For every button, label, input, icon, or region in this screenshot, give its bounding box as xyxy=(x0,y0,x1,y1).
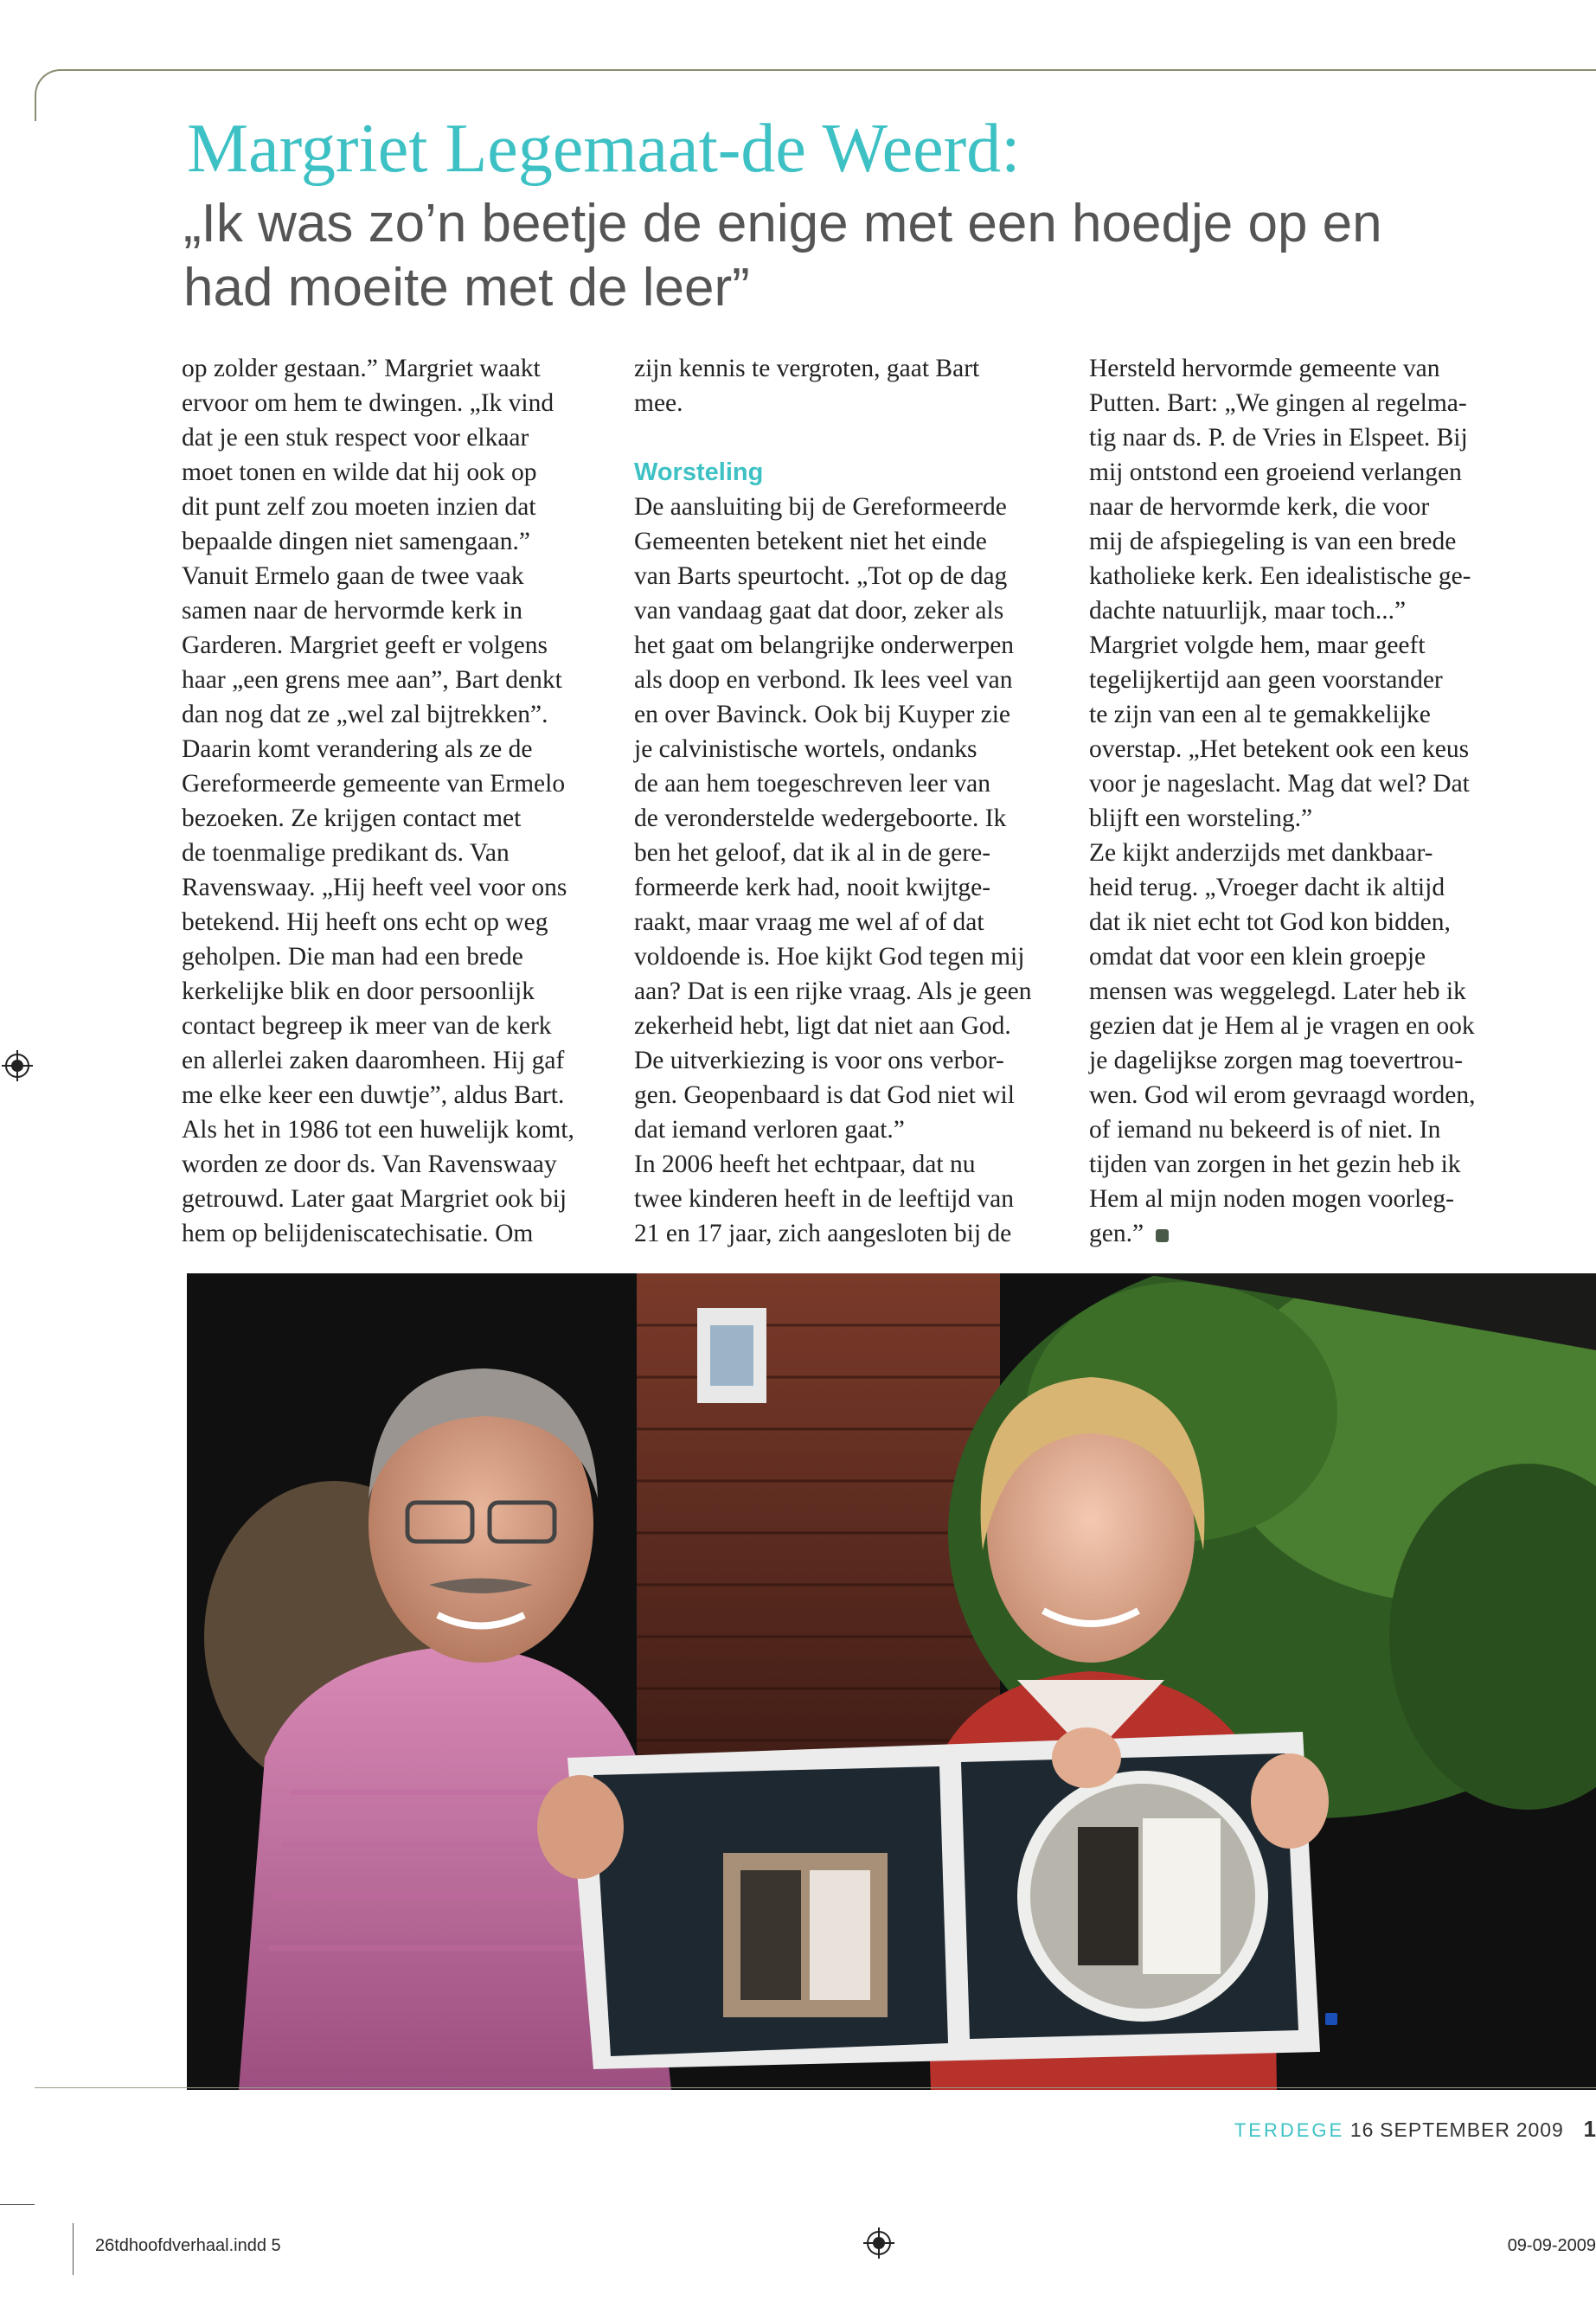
text-line: Gemeenten betekent niet het einde xyxy=(634,528,987,555)
text-line: tegelijkertijd aan geen voorstander xyxy=(1089,666,1443,694)
text-line: zekerheid hebt, ligt dat niet aan God. xyxy=(634,1012,1011,1040)
registration-mark-icon xyxy=(2,1050,33,1081)
text-line: mee. xyxy=(634,389,683,417)
end-of-article-mark xyxy=(1156,1229,1169,1242)
text-line: Hem al mijn noden mogen voorleg- xyxy=(1089,1185,1454,1213)
text-line: tig naar ds. P. de Vries in Elspeet. Bij xyxy=(1089,424,1468,452)
text-line: dat ik niet echt tot God kon bidden, xyxy=(1089,908,1451,936)
text-line: Garderen. Margriet geeft er volgens xyxy=(182,631,548,659)
text-line: contact begreep ik meer van de kerk xyxy=(182,1012,552,1040)
text-line: Daarin komt verandering als ze de xyxy=(182,735,533,763)
text-line: Ze kijkt anderzijds met dankbaar- xyxy=(1089,839,1433,867)
text-line: Gereformeerde gemeente van Ermelo xyxy=(182,770,566,798)
text-line: tijden van zorgen in het gezin heb ik xyxy=(1089,1150,1461,1178)
text-line: aan? Dat is een rijke vraag. Als je geen xyxy=(634,977,1032,1005)
text-line: Hersteld hervormde gemeente van xyxy=(1089,355,1440,382)
text-line: dat je een stuk respect voor elkaar xyxy=(182,424,529,452)
crop-mark xyxy=(0,2204,35,2205)
page-number: 1 xyxy=(1583,2116,1596,2142)
text-line: op zolder gestaan.” Margriet waakt xyxy=(182,355,541,382)
text-line: De aansluiting bij de Gereformeerde xyxy=(634,493,1007,521)
text-line: moet tonen en wilde dat hij ook op xyxy=(182,458,537,486)
text-line: katholieke kerk. Een idealistische ge- xyxy=(1089,562,1471,590)
text-line: Als het in 1986 tot een huwelijk komt, xyxy=(182,1116,574,1144)
column-2-top xyxy=(634,351,1067,420)
text-line: zijn kennis te vergroten, gaat Bart xyxy=(634,355,980,382)
text-line: ervoor om hem te dwingen. „Ik vind xyxy=(182,389,554,417)
text-line: als doop en verbond. Ik lees veel van xyxy=(634,666,1013,694)
subheading-worsteling: Worsteling xyxy=(634,458,764,486)
last-line-text: gen.” xyxy=(1089,1220,1144,1247)
text-line: omdat dat voor een klein groepje xyxy=(1089,943,1426,971)
couple-photo-illustration xyxy=(187,1273,1596,2090)
text-line: heid terug. „Vroeger dacht ik altijd xyxy=(1089,874,1445,901)
text-line: Vanuit Ermelo gaan de twee vaak xyxy=(182,562,524,590)
text-line: en allerlei zaken daaromheen. Hij gaf xyxy=(182,1047,565,1074)
text-line: van Barts speurtocht. „Tot op de dag xyxy=(634,562,1008,590)
text-line: raakt, maar vraag me wel af of dat xyxy=(634,908,984,936)
text-line: bezoeken. Ze krijgen contact met xyxy=(182,804,522,832)
text-line: de veronderstelde wedergeboorte. Ik xyxy=(634,804,1007,832)
text-line: de toenmalige predikant ds. Van xyxy=(182,839,510,867)
text-line: overstap. „Het betekent ook een keus xyxy=(1089,735,1470,763)
text-line: 21 en 17 jaar, zich aangesloten bij de xyxy=(634,1220,1012,1247)
text-line: kerkelijke blik en door persoonlijk xyxy=(182,977,535,1005)
slug-divider xyxy=(73,2223,74,2275)
text-line: of iemand nu bekeerd is of niet. In xyxy=(1089,1116,1441,1144)
issue-year: 2009 xyxy=(1516,2118,1564,2141)
text-line: dan nog dat ze „wel zal bijtrekken”. xyxy=(182,701,548,728)
article-subtitle: „Ik was zo’n beetje de enige met een hoedje op en had moeite met de leer” xyxy=(183,194,1382,317)
text-line: hem op belijdeniscatechisatie. Om xyxy=(182,1220,534,1247)
column-2-body xyxy=(634,490,1067,1251)
registration-mark-icon xyxy=(863,2227,894,2259)
text-line: twee kinderen heeft in de leeftijd van xyxy=(634,1185,1015,1213)
text-column-2 xyxy=(634,351,1067,1251)
text-line: Putten. Bart: „We gingen al regelma- xyxy=(1089,389,1467,417)
magazine-name: TERDEGE xyxy=(1234,2119,1345,2141)
text-line: en over Bavinck. Ook bij Kuyper zie xyxy=(634,701,1010,728)
column-3-body xyxy=(1089,351,1522,1216)
article-title: Margriet Legemaat-de Weerd: xyxy=(187,111,1021,187)
text-line: worden ze door ds. Van Ravenswaay xyxy=(182,1150,557,1178)
text-line: dachte natuurlijk, maar toch...” xyxy=(1089,597,1407,625)
column-3-last-line xyxy=(1089,1216,1522,1251)
text-line: dit punt zelf zou moeten inzien dat xyxy=(182,493,536,521)
text-column-1 xyxy=(182,351,614,1251)
text-line: mij ontstond een groeiend verlangen xyxy=(1089,458,1462,486)
text-line: Ravenswaay. „Hij heeft veel voor ons xyxy=(182,874,567,901)
text-line: dat iemand verloren gaat.” xyxy=(634,1116,905,1144)
text-line: getrouwd. Later gaat Margriet ook bij xyxy=(182,1185,567,1213)
text-line: te zijn van een al te gemakkelijke xyxy=(1089,701,1431,728)
text-line: gezien dat je Hem al je vragen en ook xyxy=(1089,1012,1475,1040)
text-line: samen naar de hervormde kerk in xyxy=(182,597,522,625)
text-line: voldoende is. Hoe kijkt God tegen mij xyxy=(634,943,1025,971)
text-line: je calvinistische wortels, ondanks xyxy=(634,735,977,763)
text-line: gen. Geopenbaard is dat God niet wil xyxy=(634,1081,1015,1109)
text-line: wen. God wil erom gevraagd worden, xyxy=(1089,1081,1476,1109)
text-line: bepaalde dingen niet samengaan.” xyxy=(182,528,530,555)
text-line: geholpen. Die man had een brede xyxy=(182,943,523,971)
text-line: De uitverkiezing is voor ons verbor- xyxy=(634,1047,1004,1074)
text-line: formeerde kerk had, nooit kwijtge- xyxy=(634,874,991,901)
slug-date: 09-09-2009 xyxy=(1507,2236,1596,2255)
page-folio xyxy=(1234,2116,1596,2143)
text-line: voor je nageslacht. Mag dat wel? Dat xyxy=(1089,770,1470,798)
text-line: blijft een worsteling.” xyxy=(1089,804,1313,832)
text-line: naar de hervormde kerk, die voor xyxy=(1089,493,1430,521)
text-line: het gaat om belangrijke onderwerpen xyxy=(634,631,1015,659)
text-line: betekend. Hij heeft ons echt op weg xyxy=(182,908,548,936)
slug-filename: 26tdhoofdverhaal.indd 5 xyxy=(95,2236,281,2255)
text-line: mij de afspiegeling is van een brede xyxy=(1089,528,1457,555)
text-line: Margriet volgde hem, maar geeft xyxy=(1089,631,1426,659)
text-line: mensen was weggelegd. Later heb ik xyxy=(1089,977,1466,1005)
issue-month: SEPTEMBER xyxy=(1380,2118,1511,2141)
text-line: de aan hem toegeschreven leer van xyxy=(634,770,990,798)
text-line: ben het geloof, dat ik al in de gere- xyxy=(634,839,991,867)
text-line: In 2006 heeft het echtpaar, dat nu xyxy=(634,1150,976,1178)
text-line: me elke keer een duwtje”, aldus Bart. xyxy=(182,1081,565,1109)
text-line: van vandaag gaat dat door, zeker als xyxy=(634,597,1004,625)
text-line: haar „een grens mee aan”, Bart denkt xyxy=(182,666,562,694)
issue-day: 16 xyxy=(1349,2118,1375,2141)
text-line: je dagelijkse zorgen mag toevertrou- xyxy=(1089,1047,1463,1074)
text-column-3 xyxy=(1089,351,1522,1251)
footer-rule xyxy=(35,2087,1596,2088)
couple-photo xyxy=(187,1273,1596,2090)
